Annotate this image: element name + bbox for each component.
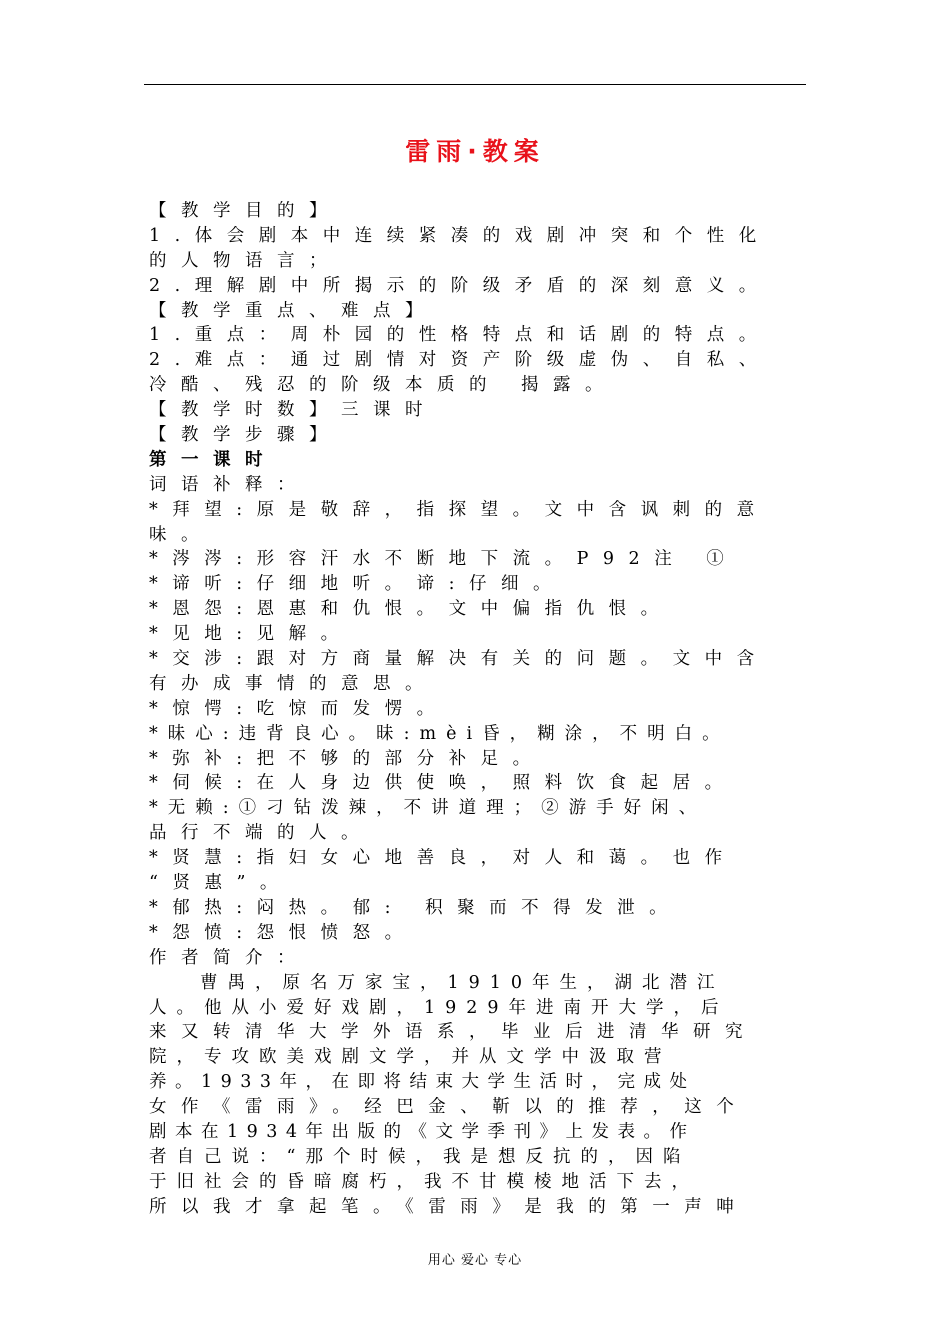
vocab-entry: *怨愤:怨恨愤怒。 (149, 922, 417, 943)
text-line: 的人物语言； (149, 250, 341, 271)
vocab-entry: *惊愕:吃惊而发愣。 (149, 698, 449, 719)
vocab-entry: *谛听:仔细地听。谛:仔细。 (149, 574, 566, 595)
paragraph-line: 人。他从小爱好戏剧，1929年进南开大学，后 (149, 997, 729, 1018)
vocab-entry: *恩怨:恩惠和仇恨。文中偏指仇恨。 (149, 599, 673, 620)
section-heading-objectives: 【教学目的】 (149, 201, 341, 221)
text-line: “贤惠”。 (149, 873, 292, 894)
text-line: 品行不端的人。 (149, 823, 373, 844)
paragraph-line: 者自己说：“那个时候，我是想反抗的，因陷 (149, 1146, 691, 1167)
text-line: 2.难点：通过剧情对资产阶级虚伪、自私、 (149, 350, 771, 371)
vocab-entry: *无赖:①刁钻泼辣，不讲道理；②游手好闲、 (149, 798, 707, 819)
text-line: 有办成事情的意思。 (149, 673, 437, 694)
paragraph-line: 于旧社会的昏暗腐朽，我不甘模棱地活下去， (149, 1171, 699, 1192)
vocab-entry: *见地:见解。 (149, 624, 353, 645)
paragraph-line: 院，专攻欧美戏剧文学，并从文学中汲取营 (149, 1047, 672, 1068)
paragraph-line: 来又转清华大学外语系，毕业后进清华研究 (149, 1022, 757, 1043)
lesson-heading: 第一课时 (149, 449, 277, 470)
paragraph-line: 女作《雷雨》。经巴金、靳以的推荐，这个 (149, 1097, 749, 1118)
page-footer: 用心 爱心 专心 (427, 1253, 523, 1268)
section-heading-hours: 【教学时数】三课时 (149, 400, 437, 421)
document-title: 雷雨·教案 (405, 137, 545, 166)
header-rule (144, 84, 806, 85)
vocab-entry: *拜望:原是敬辞，指探望。文中含讽刺的意 (149, 499, 769, 520)
text-line: 1.重点：周朴园的性格特点和话剧的特点。 (149, 325, 771, 346)
vocab-entry: *伺候:在人身边供使唤，照料饮食起居。 (149, 773, 737, 794)
text-line: 2.理解剧中所揭示的阶级矛盾的深刻意义。 (149, 275, 771, 296)
paragraph-line: 养。1933年，在即将结束大学生活时，完成处 (149, 1072, 696, 1093)
text-line: 1.体会剧本中连续紧凑的戏剧冲突和个性化 (149, 225, 771, 246)
section-heading-key-points: 【教学重点、难点】 (149, 300, 437, 321)
paragraph-line: 剧本在1934年出版的《文学季刊》上发表。作 (149, 1121, 696, 1142)
vocab-entry: *昧心:违背良心。昧:mèi昏，糊涂，不明白。 (149, 723, 730, 744)
paragraph-line: 曹禺，原名万家宝，1910年生，湖北潜江 (200, 972, 725, 993)
vocab-heading: 词语补释： (149, 474, 309, 495)
section-heading-steps: 【教学步骤】 (149, 425, 341, 446)
vocab-entry: *交涉:跟对方商量解决有关的问题。文中含 (149, 649, 769, 670)
vocab-entry: *涔涔:形容汗水不断地下流。P92注 ① (149, 549, 739, 570)
vocab-entry: *弥补:把不够的部分补足。 (149, 748, 545, 769)
paragraph-line: 所以我才拿起笔。《雷雨》是我的第一声呻 (149, 1196, 749, 1217)
document-body (149, 199, 794, 1220)
text-line: 味。 (149, 524, 213, 545)
text-line: 冷酷、残忍的阶级本质的 揭露。 (149, 375, 618, 396)
author-heading: 作者简介： (149, 947, 309, 968)
vocab-entry: *贤慧:指妇女心地善良，对人和蔼。也作 (149, 848, 737, 869)
vocab-entry: *郁热:闷热。郁: 积聚而不得发泄。 (149, 897, 682, 918)
